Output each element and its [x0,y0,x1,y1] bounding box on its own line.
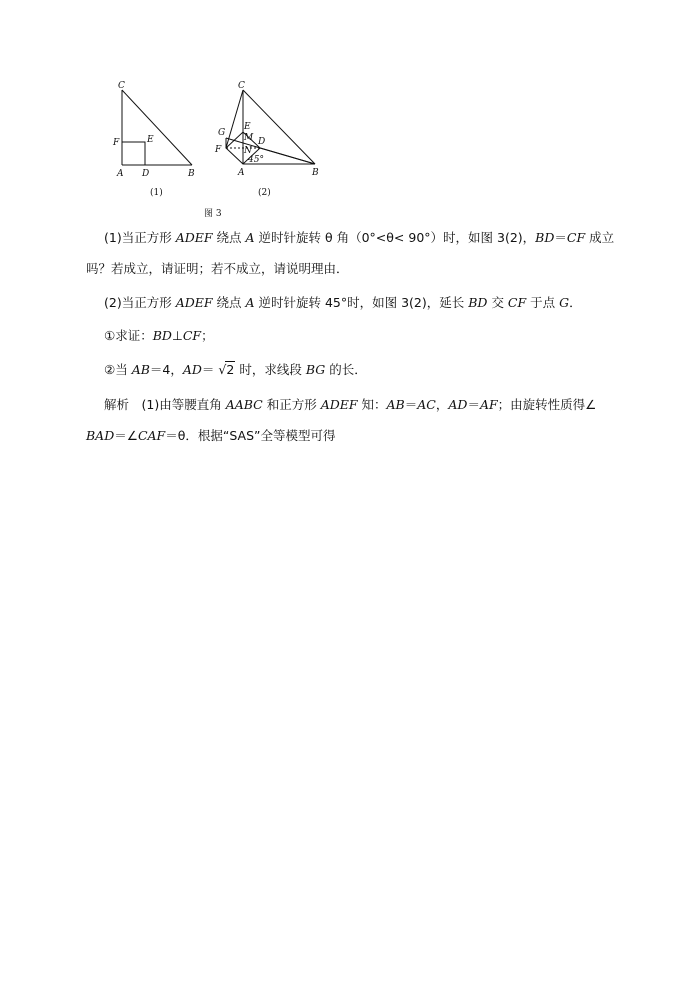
fig2-label-g: G [218,128,226,138]
question-2-part-1: ①求证：BD⊥CF； [104,328,214,343]
sqrt-symbol: √ 2 [218,362,235,377]
fig2-label-d: D [258,137,266,147]
fig2-label-n: N [244,146,252,156]
fig2-label-a: A [238,168,245,178]
fig2-caption: (2) [258,188,271,198]
fig1-label-e: E [147,135,154,145]
fig2-label-m: M [244,133,254,143]
fig2-label-e: E [244,122,251,132]
figure-2-drawing [226,90,315,164]
figure-svg [105,75,335,223]
fig1-label-d: D [142,169,150,179]
fig2-angle-label: 45° [248,155,264,165]
question-1-line-2: 吗？若成立，请证明；若不成立，请说明理由． [86,261,349,276]
question-1-line-1: (1)当正方形 ADEF 绕点 A 逆时针旋转 θ 角（0°<θ< 90°）时，如图 3(2)，BD＝CF 成立 [104,230,615,245]
figure-caption: 图 3 [204,209,222,219]
solution-line-2: BAD＝∠CAF＝θ．根据“SAS”全等模型可得 [86,428,336,443]
fig2-label-b: B [312,168,319,178]
fig1-label-c: C [118,81,125,91]
figure-3 [105,75,335,223]
fig1-label-b: B [188,169,195,179]
fig2-label-c: C [238,81,245,91]
figure-1-drawing [122,90,192,165]
fig1-label-f: F [113,138,120,148]
fig1-caption: (1) [150,188,163,198]
question-2-part-2: ②当 AB＝4，AD＝ √ 2 时，求线段 BG 的长． [104,362,367,377]
fig2-label-f: F [215,145,222,155]
solution-line-1: 解析 (1)由等腰直角 AABC 和正方形 ADEF 知：AB＝AC，AD＝AF；由旋转性质得∠ [104,397,597,412]
fig1-label-a: A [117,169,124,179]
question-2: (2)当正方形 ADEF 绕点 A 逆时针旋转 45°时，如图 3(2)，延长 BD 交 CF 于点 G． [104,295,582,310]
